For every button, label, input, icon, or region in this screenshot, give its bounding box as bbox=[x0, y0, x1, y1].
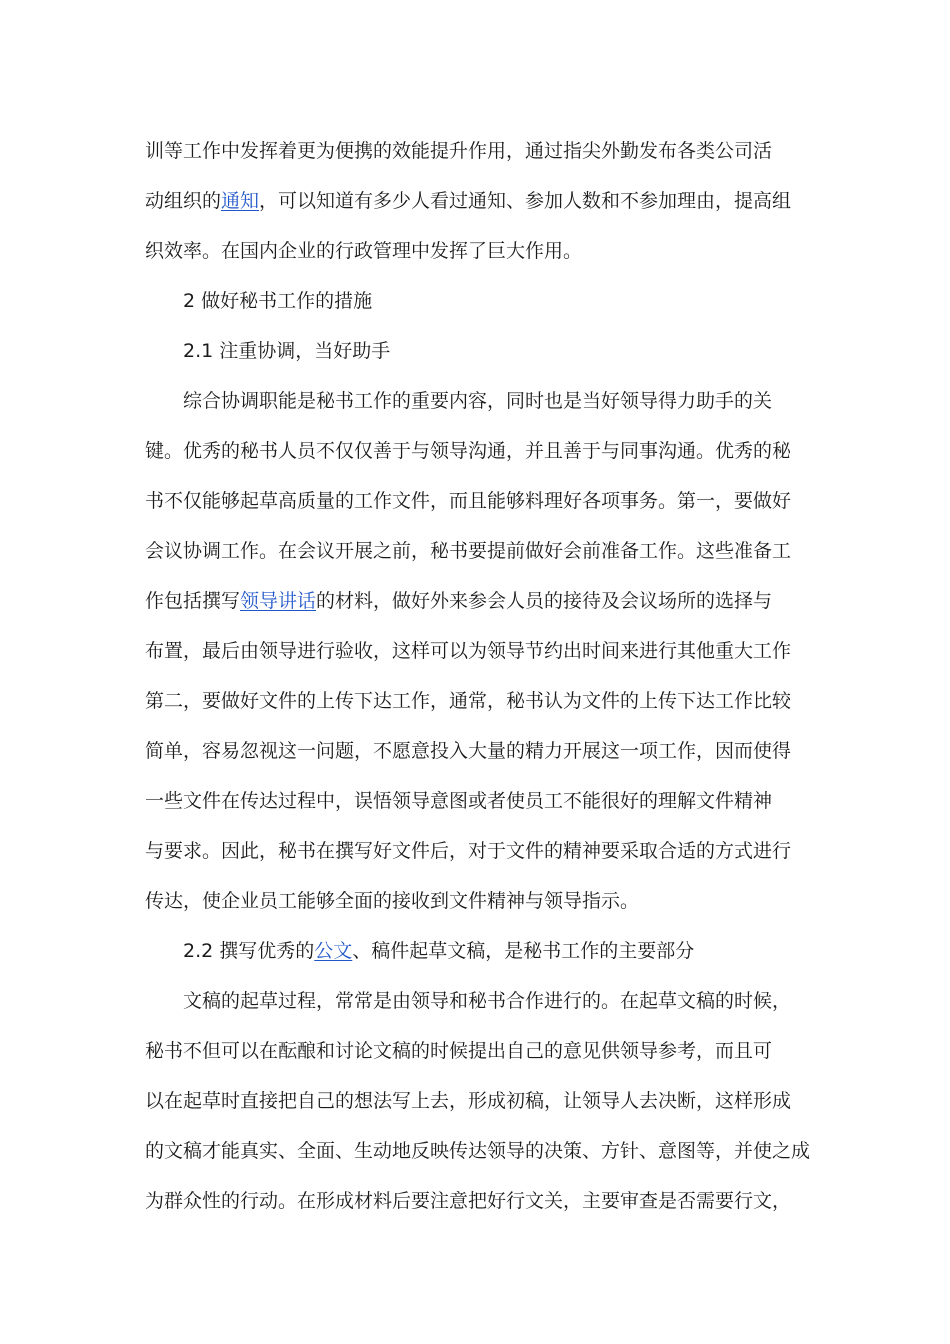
paragraph-line: 布置，最后由领导进行验收，这样可以为领导节约出时间来进行其他重大工作 bbox=[145, 640, 792, 662]
paragraph-line: 书不仅能够起草高质量的工作文件，而且能够料理好各项事务。第一，要做好 bbox=[145, 490, 792, 512]
subsection-heading bbox=[183, 936, 843, 966]
paragraph-line: 与要求。因此，秘书在撰写好文件后，对于文件的精神要采取合适的方式进行 bbox=[145, 840, 792, 862]
notice-link[interactable]: 通知 bbox=[221, 190, 260, 212]
paragraph-line: 为群众性的行动。在形成材料后要注意把好行文关，主要审查是否需要行文， bbox=[145, 1190, 792, 1212]
paragraph-line: 文稿的起草过程，常常是由领导和秘书合作进行的。在起草文稿的时候， bbox=[183, 990, 792, 1012]
text-run: 作包括撰写 bbox=[145, 590, 241, 612]
section-heading: 2 做好秘书工作的措施 bbox=[183, 290, 373, 312]
paragraph-line: 键。优秀的秘书人员不仅仅善于与领导沟通，并且善于与同事沟通。优秀的秘 bbox=[145, 440, 792, 462]
paragraph-line: 传达，使企业员工能够全面的接收到文件精神与领导指示。 bbox=[145, 890, 640, 912]
paragraph-line bbox=[145, 186, 805, 216]
paragraph-line: 综合协调职能是秘书工作的重要内容，同时也是当好领导得力助手的关 bbox=[183, 390, 773, 412]
text-run: 动组织的 bbox=[145, 190, 222, 212]
text-run: ，可以知道有多少人看过通知、参加人数和不参加理由，提高组 bbox=[259, 190, 792, 212]
paragraph-line: 织效率。在国内企业的行政管理中发挥了巨大作用。 bbox=[145, 240, 583, 262]
paragraph-line: 第二，要做好文件的上传下达工作，通常，秘书认为文件的上传下达工作比较 bbox=[145, 690, 792, 712]
paragraph-line: 的文稿才能真实、全面、生动地反映传达领导的决策、方针、意图等，并使之成 bbox=[145, 1140, 811, 1162]
paragraph-line: 会议协调工作。在会议开展之前，秘书要提前做好会前准备工作。这些准备工 bbox=[145, 540, 792, 562]
paragraph-line: 一些文件在传达过程中，误悟领导意图或者使员工不能很好的理解文件精神 bbox=[145, 790, 773, 812]
subsection-heading: 2.1 注重协调，当好助手 bbox=[183, 340, 391, 362]
text-run: 2.2 撰写优秀的 bbox=[183, 940, 315, 962]
paragraph-line: 以在起草时直接把自己的想法写上去，形成初稿，让领导人去决断，这样形成 bbox=[145, 1090, 792, 1112]
paragraph-line: 简单，容易忽视这一问题，不愿意投入大量的精力开展这一项工作，因而使得 bbox=[145, 740, 792, 762]
text-run: 、稿件起草文稿，是秘书工作的主要部分 bbox=[352, 940, 695, 962]
official-document-link[interactable]: 公文 bbox=[314, 940, 353, 962]
text-run: 的材料，做好外来参会人员的接待及会议场所的选择与 bbox=[316, 590, 773, 612]
paragraph-line: 秘书不但可以在酝酿和讨论文稿的时候提出自己的意见供领导参考，而且可 bbox=[145, 1040, 773, 1062]
leader-speech-link[interactable]: 领导讲话 bbox=[240, 590, 317, 612]
paragraph-line: 训等工作中发挥着更为便携的效能提升作用，通过指尖外勤发布各类公司活 bbox=[145, 140, 773, 162]
paragraph-line bbox=[145, 586, 805, 616]
